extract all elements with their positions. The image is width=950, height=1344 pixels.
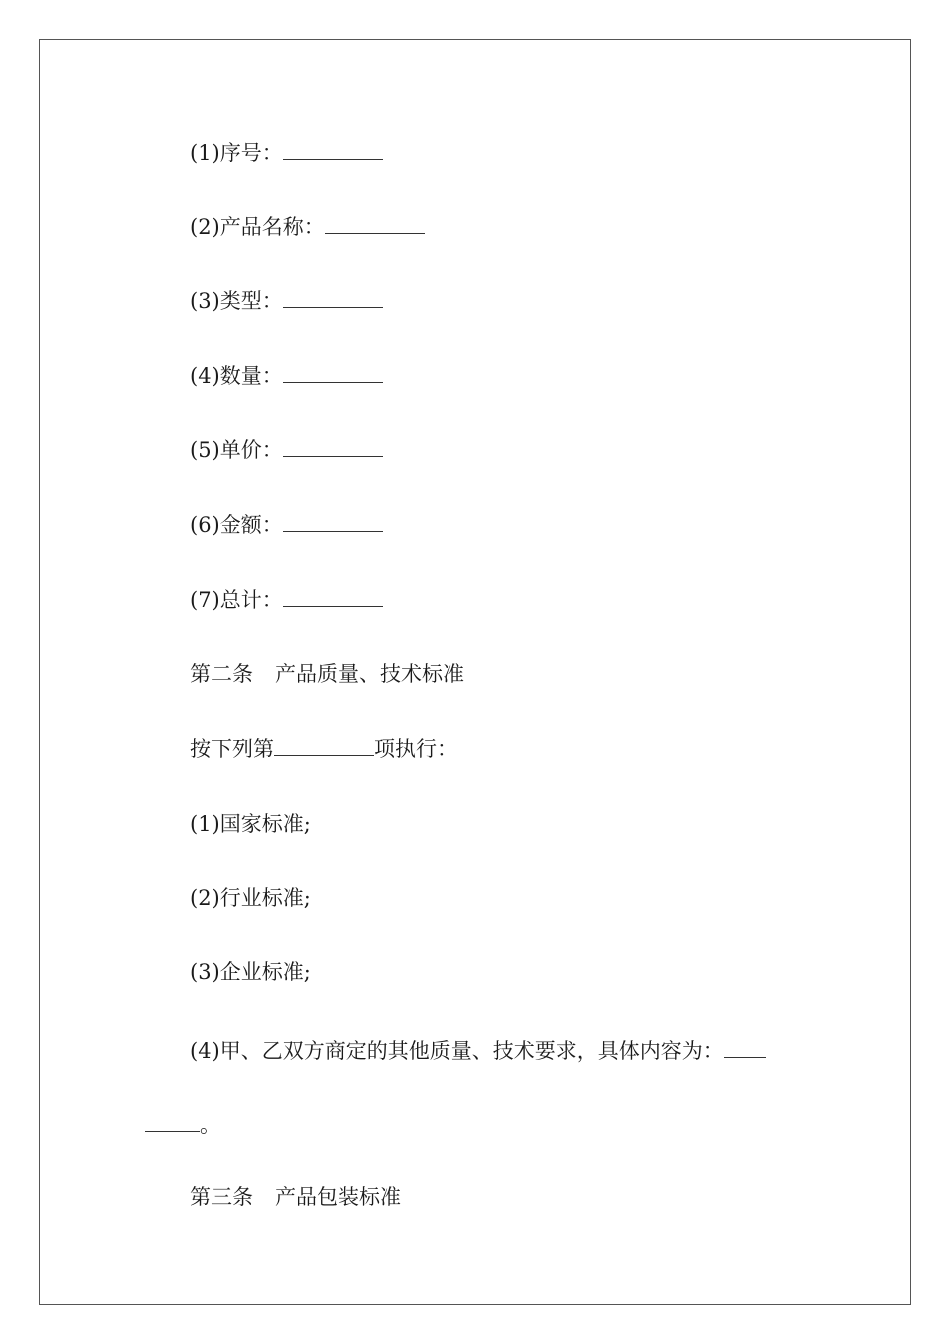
article-2-instruction bbox=[190, 736, 458, 762]
fill-in-blank bbox=[274, 737, 374, 756]
fill-in-blank bbox=[724, 1039, 766, 1058]
option-industry-standard bbox=[190, 885, 311, 911]
fill-in-blank bbox=[283, 513, 383, 532]
option-text: (1)国家标准; bbox=[190, 812, 311, 836]
fill-in-blank bbox=[283, 364, 383, 383]
item-label: (4)数量： bbox=[190, 364, 283, 388]
fill-in-blank bbox=[283, 289, 383, 308]
item-label: (2)产品名称： bbox=[190, 215, 325, 239]
fill-in-blank bbox=[145, 1113, 200, 1132]
instruction-text: 项执行： bbox=[374, 737, 458, 761]
item-label: (3)类型： bbox=[190, 289, 283, 313]
fill-in-blank bbox=[283, 588, 383, 607]
option-enterprise-standard bbox=[190, 959, 311, 985]
option-custom-requirements bbox=[190, 1038, 766, 1064]
item-label: (6)金额： bbox=[190, 513, 283, 537]
option-text: (3)企业标准; bbox=[190, 960, 311, 984]
option-text: (2)行业标准; bbox=[190, 886, 311, 910]
item-quantity bbox=[190, 363, 383, 389]
article-number: 第二条 bbox=[190, 662, 253, 686]
article-2-heading bbox=[190, 661, 464, 687]
item-type bbox=[190, 288, 383, 314]
item-amount bbox=[190, 512, 383, 538]
article-title: 产品包装标准 bbox=[275, 1185, 401, 1209]
option-custom-requirements-continued bbox=[145, 1112, 221, 1138]
item-total bbox=[190, 587, 383, 613]
item-label: (5)单价： bbox=[190, 438, 283, 462]
item-unit-price bbox=[190, 437, 383, 463]
fill-in-blank bbox=[283, 438, 383, 457]
option-text: (4)甲、乙双方商定的其他质量、技术要求，具体内容为： bbox=[190, 1039, 724, 1063]
fill-in-blank bbox=[283, 141, 383, 160]
article-number: 第三条 bbox=[190, 1185, 253, 1209]
article-title: 产品质量、技术标准 bbox=[275, 662, 464, 686]
article-3-heading bbox=[190, 1184, 401, 1210]
instruction-text: 按下列第 bbox=[190, 737, 274, 761]
item-product-name bbox=[190, 214, 425, 240]
item-label: (1)序号： bbox=[190, 141, 283, 165]
fill-in-blank bbox=[325, 215, 425, 234]
sentence-end: 。 bbox=[200, 1113, 221, 1137]
item-label: (7)总计： bbox=[190, 588, 283, 612]
item-serial-number bbox=[190, 140, 383, 166]
option-national-standard bbox=[190, 811, 311, 837]
